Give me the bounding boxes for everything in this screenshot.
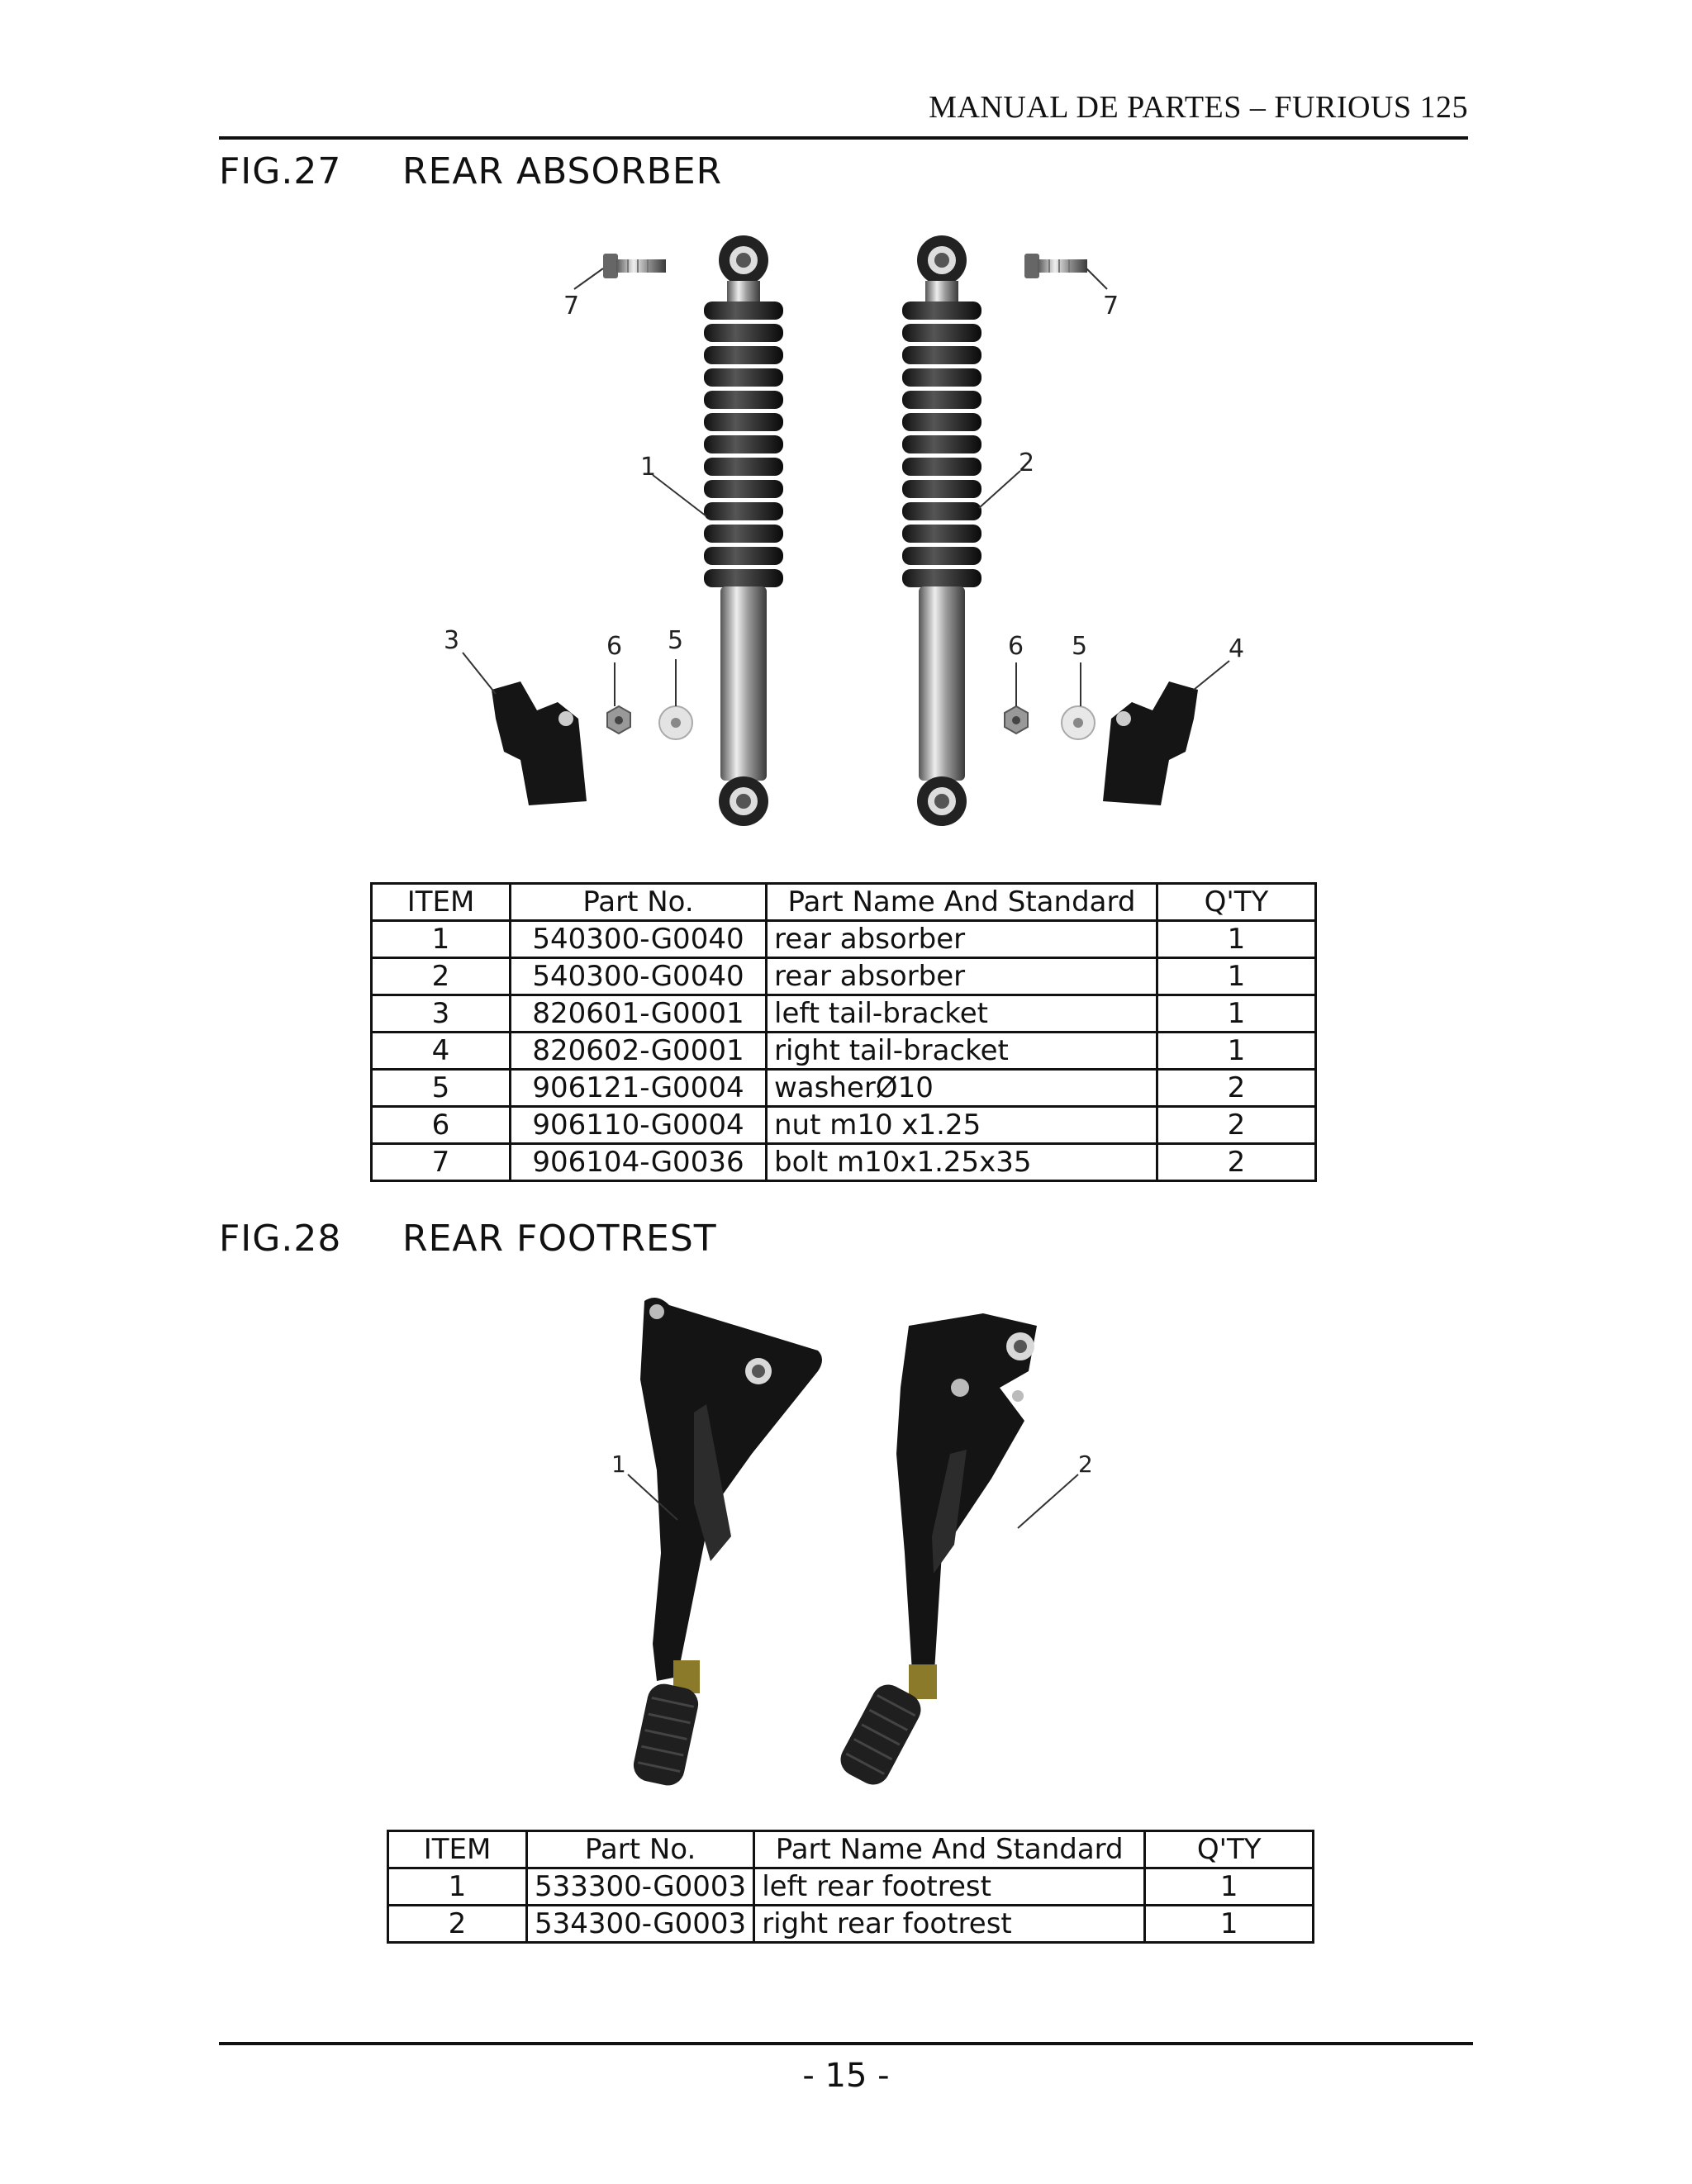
table-row	[388, 1906, 1314, 1943]
left-tail-bracket	[492, 681, 587, 805]
callout-1: 1	[640, 453, 657, 482]
callout-7-right: 7	[1103, 292, 1119, 320]
column-header-item: ITEM	[388, 1831, 527, 1868]
cell-qty: 2	[1157, 1144, 1316, 1181]
table-header-row	[388, 1831, 1314, 1868]
column-header-part-no: Part No.	[511, 884, 767, 921]
column-header-part-name: Part Name And Standard	[767, 884, 1157, 921]
cell-part-name: washerØ10	[767, 1070, 1157, 1107]
header-rule	[219, 136, 1468, 140]
cell-item: 6	[372, 1107, 511, 1144]
cell-part-no: 534300-G0003	[527, 1906, 754, 1943]
cell-part-no: 533300-G0003	[527, 1868, 754, 1906]
column-header-part-name: Part Name And Standard	[754, 1831, 1145, 1868]
fig27-title: REAR ABSORBER	[402, 150, 723, 192]
callout-2: 2	[1019, 449, 1035, 477]
cell-part-no: 540300-G0040	[511, 958, 767, 995]
callout-2: 2	[1078, 1450, 1093, 1478]
footer-rule	[219, 2042, 1473, 2045]
cell-qty: 1	[1157, 958, 1316, 995]
cell-item: 2	[388, 1906, 527, 1943]
fig28-title: REAR FOOTREST	[402, 1218, 717, 1260]
table-row	[372, 921, 1316, 958]
callout-7-left: 7	[563, 292, 580, 320]
cell-qty: 1	[1157, 995, 1316, 1033]
callout-6-left: 6	[606, 632, 623, 661]
rear-absorber-drawing	[413, 223, 1289, 843]
fig28-heading	[219, 1218, 717, 1260]
cell-item: 1	[388, 1868, 527, 1906]
table-row	[372, 958, 1316, 995]
column-header-part-no: Part No.	[527, 1831, 754, 1868]
left-bolt	[603, 254, 666, 278]
fig27-parts-table	[370, 882, 1317, 1182]
callout-4: 4	[1229, 634, 1245, 663]
cell-part-no: 906110-G0004	[511, 1107, 767, 1144]
page-number: - 15 -	[802, 2057, 890, 2095]
right-shock-absorber	[902, 235, 981, 826]
column-header-qty: Q'TY	[1145, 1831, 1314, 1868]
cell-qty: 1	[1157, 921, 1316, 958]
cell-part-no: 906104-G0036	[511, 1144, 767, 1181]
rear-footrest-drawing	[578, 1289, 1140, 1801]
cell-part-name: rear absorber	[767, 958, 1157, 995]
cell-part-name: rear absorber	[767, 921, 1157, 958]
table-header-row	[372, 884, 1316, 921]
cell-part-no: 540300-G0040	[511, 921, 767, 958]
cell-item: 5	[372, 1070, 511, 1107]
callout-5-right: 5	[1072, 632, 1088, 661]
fig28-parts-table	[387, 1830, 1314, 1944]
table-row	[372, 1144, 1316, 1181]
cell-part-name: right rear footrest	[754, 1906, 1145, 1943]
cell-qty: 1	[1157, 1033, 1316, 1070]
cell-qty: 1	[1145, 1868, 1314, 1906]
page-header: MANUAL DE PARTES – FURIOUS 125	[929, 90, 1468, 125]
left-shock-absorber	[704, 235, 783, 826]
cell-part-name: right tail-bracket	[767, 1033, 1157, 1070]
table-row	[372, 1033, 1316, 1070]
table-row	[372, 1070, 1316, 1107]
right-tail-bracket	[1103, 681, 1198, 805]
cell-part-no: 820601-G0001	[511, 995, 767, 1033]
cell-qty: 2	[1157, 1070, 1316, 1107]
table-row	[372, 995, 1316, 1033]
cell-item: 4	[372, 1033, 511, 1070]
cell-item: 7	[372, 1144, 511, 1181]
cell-item: 2	[372, 958, 511, 995]
cell-part-name: left rear footrest	[754, 1868, 1145, 1906]
cell-part-name: bolt m10x1.25x35	[767, 1144, 1157, 1181]
callout-3: 3	[444, 626, 460, 655]
cell-part-name: left tail-bracket	[767, 995, 1157, 1033]
cell-part-no: 820602-G0001	[511, 1033, 767, 1070]
fig28-number: FIG.28	[219, 1218, 342, 1260]
callout-6-right: 6	[1008, 632, 1024, 661]
cell-qty: 1	[1145, 1906, 1314, 1943]
table-row	[388, 1868, 1314, 1906]
callout-1: 1	[611, 1450, 626, 1478]
fig27-number: FIG.27	[219, 150, 342, 192]
cell-item: 1	[372, 921, 511, 958]
cell-part-name: nut m10 x1.25	[767, 1107, 1157, 1144]
table-row	[372, 1107, 1316, 1144]
callout-5-left: 5	[668, 626, 684, 655]
column-header-qty: Q'TY	[1157, 884, 1316, 921]
fig27-heading	[219, 150, 722, 192]
column-header-item: ITEM	[372, 884, 511, 921]
cell-item: 3	[372, 995, 511, 1033]
left-rear-footrest	[630, 1298, 822, 1788]
cell-qty: 2	[1157, 1107, 1316, 1144]
right-rear-footrest	[834, 1313, 1037, 1791]
cell-part-no: 906121-G0004	[511, 1070, 767, 1107]
right-bolt	[1024, 254, 1087, 278]
